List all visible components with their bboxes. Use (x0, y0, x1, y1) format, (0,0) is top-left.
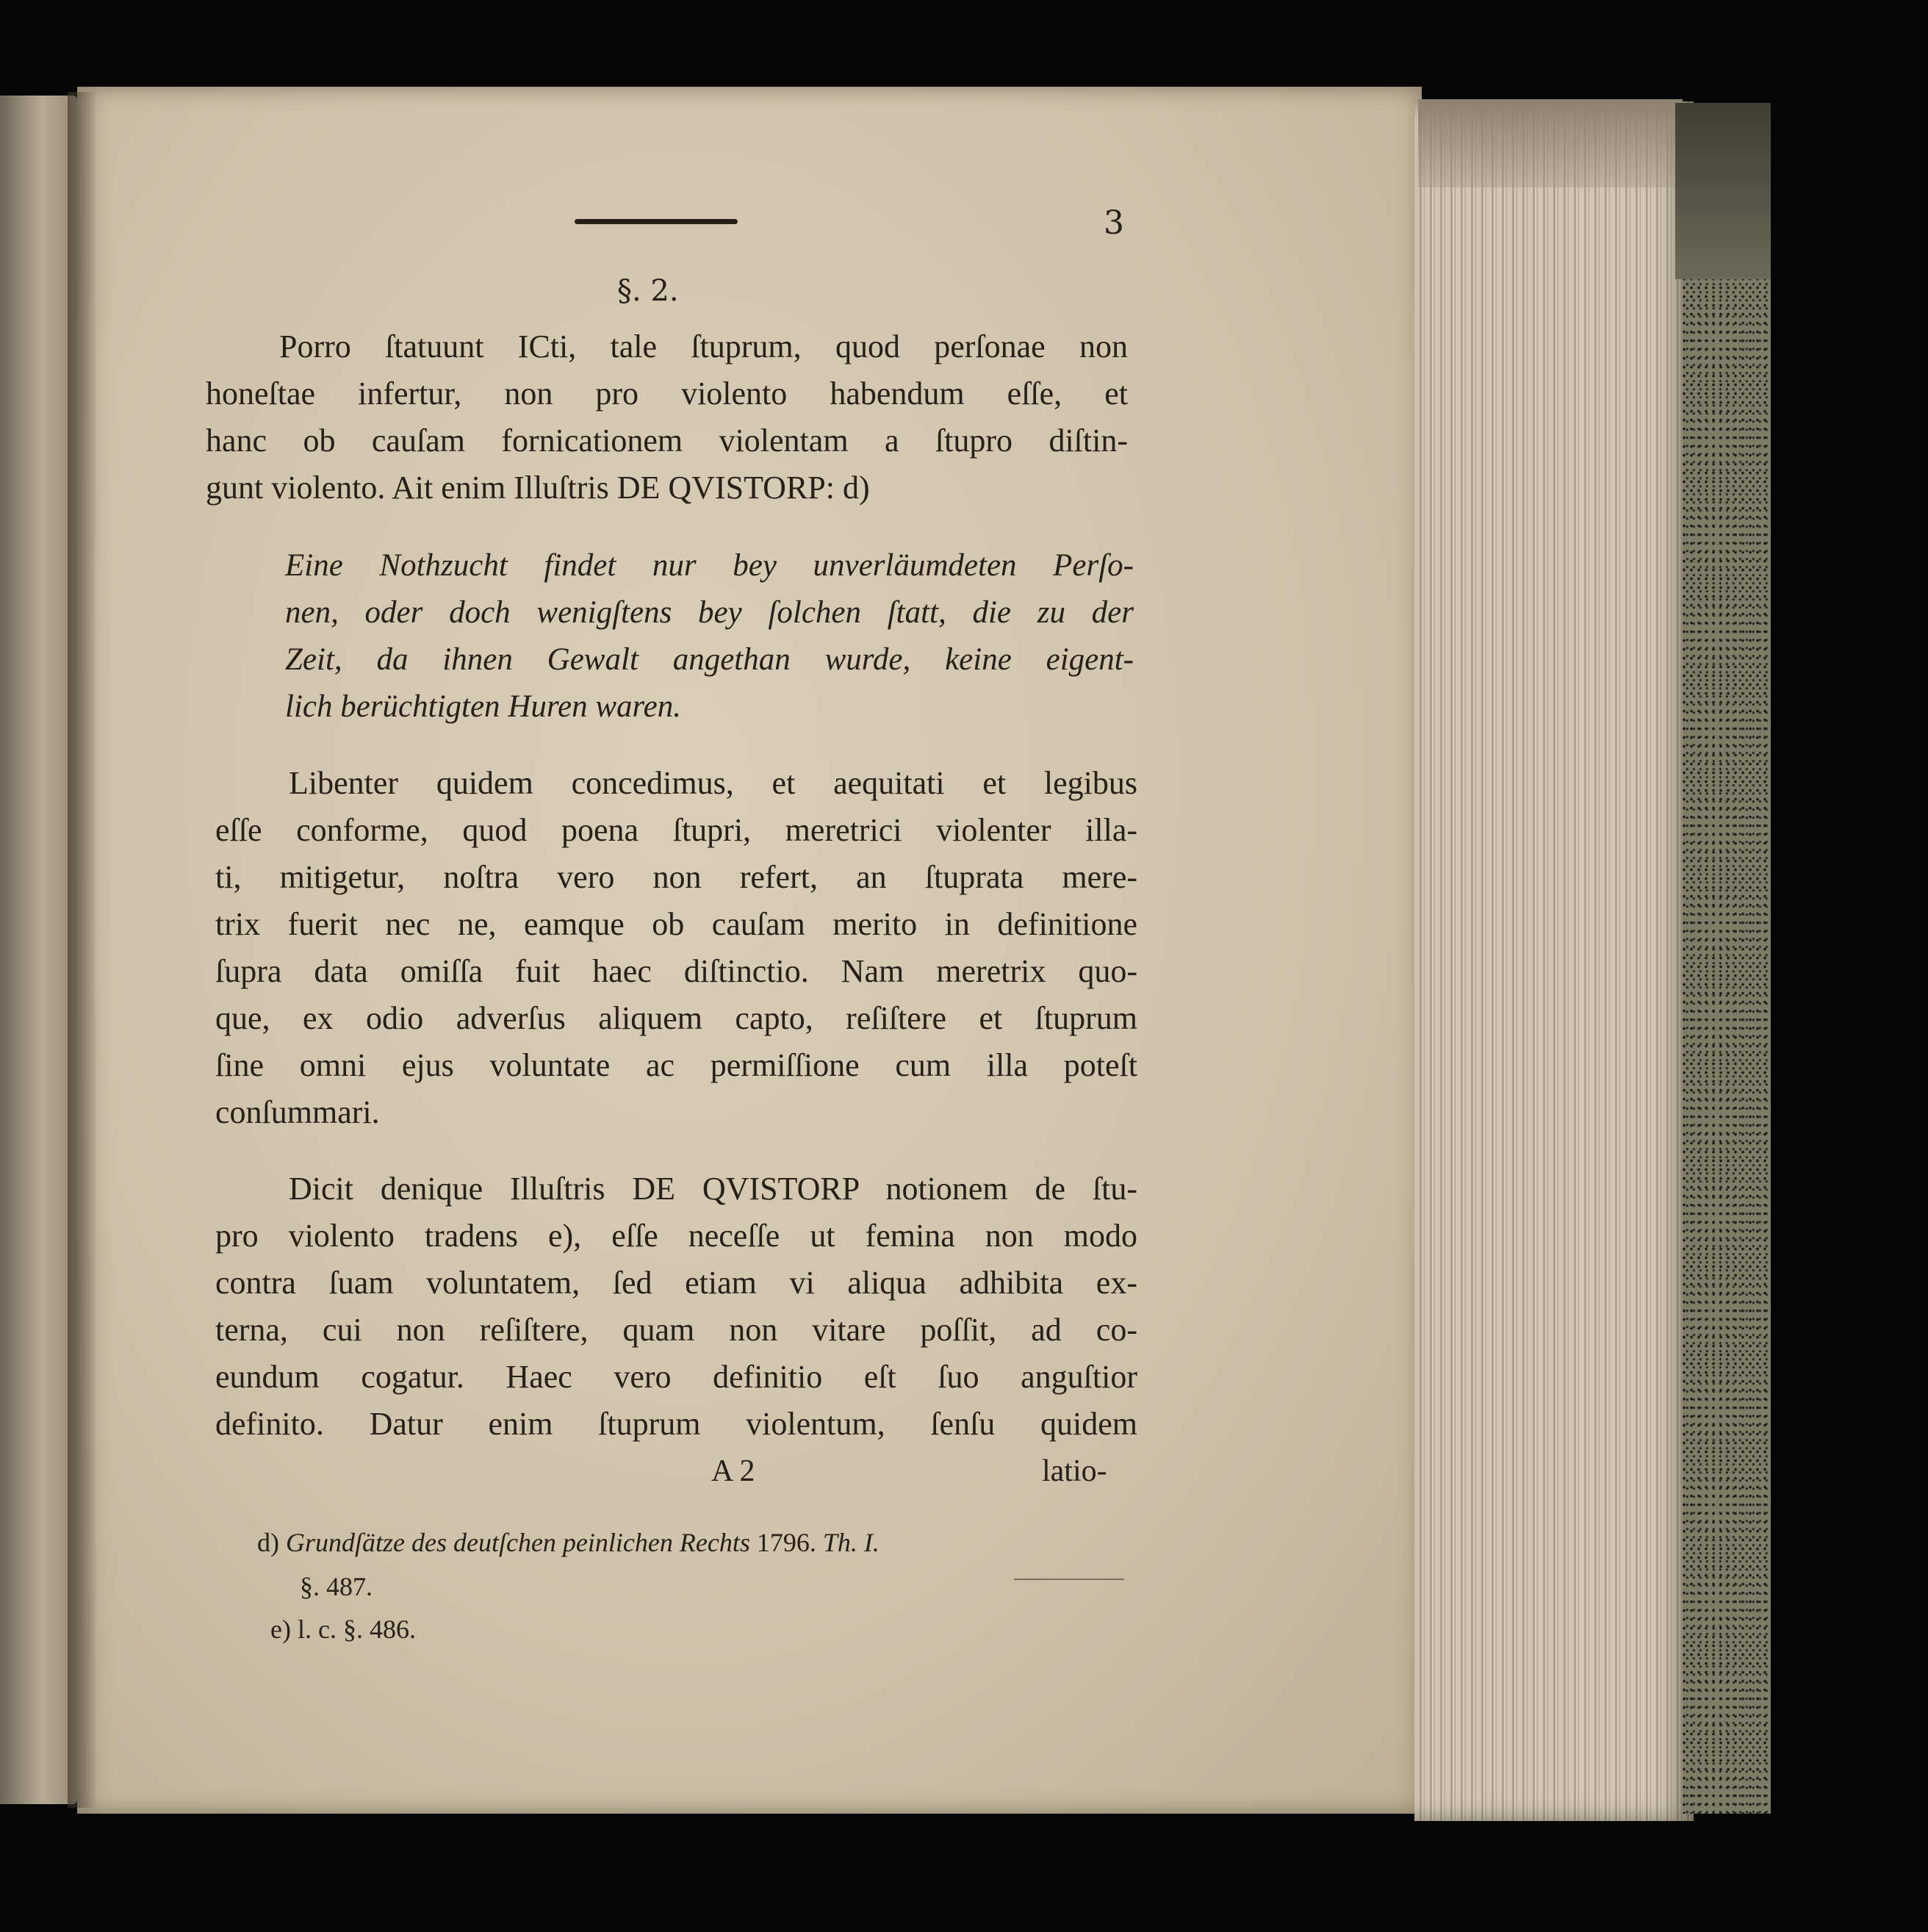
signature-mark: A 2 (711, 1454, 755, 1488)
text-line: ſupra data omiſſa fuit haec diſtinctio. Nam meretrix quo- (215, 953, 1137, 989)
facing-page-edge (0, 96, 77, 1804)
text-line: honeſtae infertur, non pro violento habendum eſſe, et (206, 376, 1128, 412)
footnote-d-year: 1796. (756, 1528, 816, 1557)
text-line: conſummari. (215, 1094, 380, 1130)
page-block-edges (1414, 101, 1694, 1821)
footnote-e-mark: e) (270, 1615, 291, 1644)
text-line: ſine omni ejus voluntate ac permiſſione cum illa poteſt (215, 1047, 1137, 1083)
footnote-e-ref: l. c. §. 486. (297, 1615, 416, 1644)
text-line: definito. Datur enim ſtuprum violentum, ſenſu quidem (215, 1406, 1137, 1442)
quote-line: nen, oder doch wenigſtens bey ſolchen ſtatt, die zu der (285, 595, 1134, 630)
footnote-d-section: §. 487. (300, 1572, 373, 1601)
text-line: contra ſuam voluntatem, ſed etiam vi aliqua adhibita ex- (215, 1265, 1137, 1301)
text-line: hanc ob cauſam fornicationem violentam a ſtupro diſtin- (206, 423, 1128, 459)
quote-line: Zeit, da ihnen Gewalt angethan wurde, keine eigent- (285, 642, 1134, 677)
page-block-top-shadow (1418, 99, 1683, 187)
footnote-d-title: Grundſätze des deutſchen peinlichen Rechts (286, 1528, 750, 1557)
text-line: trix fuerit nec ne, eamque ob cauſam merito in definitione (215, 906, 1137, 942)
text-line: terna, cui non reſiſtere, quam non vitare poſſit, ad co- (215, 1312, 1137, 1348)
page-number: 3 (1104, 204, 1124, 242)
text-line: ti, mitigetur, noſtra vero non refert, an ſtuprata mere- (215, 859, 1137, 895)
section-heading: §. 2. (617, 274, 679, 308)
footnote-e (270, 1614, 416, 1645)
headline-rule (575, 219, 738, 224)
text-line: que, ex odio adverſus aliquem capto, reſiſtere et ſtuprum (215, 1000, 1137, 1036)
quote-line: lich berüchtigten Huren waren. (285, 689, 681, 724)
footnote-separator (1014, 1579, 1124, 1580)
text-line: Porro ſtatuunt ICti, tale ſtuprum, quod perſonae non (279, 328, 1128, 365)
text-line: gunt violento. Ait enim Illuſtris DE QVISTORP: d) (206, 470, 870, 506)
catchword: latio- (1042, 1454, 1107, 1488)
footnote-d (257, 1527, 880, 1558)
footnote-d-mark: d) (257, 1528, 279, 1557)
text-line: Libenter quidem concedimus, et aequitati et legibus (289, 765, 1137, 801)
text-line: pro violento tradens e), eſſe neceſſe ut femina non modo (215, 1218, 1137, 1254)
footnote-d-part: Th. I. (822, 1528, 880, 1557)
gutter-shadow (68, 92, 96, 1808)
text-line: eſſe conforme, quod poena ſtupri, meretrici violenter illa- (215, 812, 1137, 848)
text-line: eundum cogatur. Haec vero definitio eſt ſuo anguſtior (215, 1359, 1137, 1395)
text-line: Dicit denique Illuſtris DE QVISTORP notionem de ſtu- (289, 1171, 1137, 1207)
marbled-cover (1683, 109, 1771, 1814)
quote-line: Eine Nothzucht findet nur bey unverläumdeten Perſo- (285, 548, 1134, 583)
cover-corner (1675, 103, 1771, 279)
